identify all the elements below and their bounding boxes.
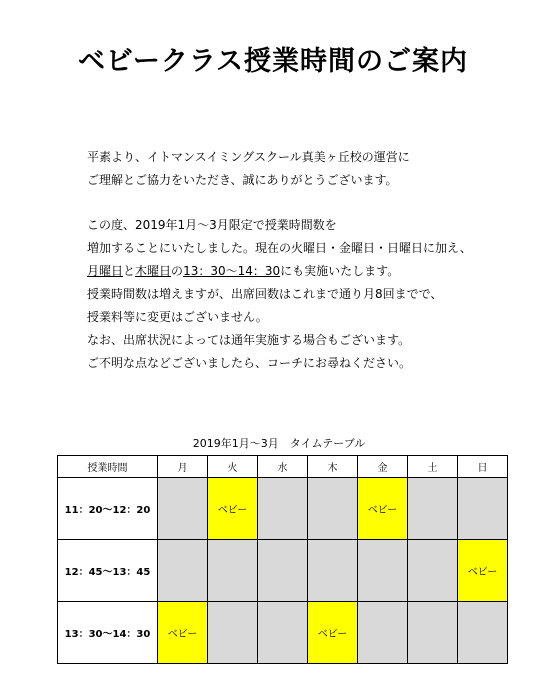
schedule-cell — [408, 602, 458, 664]
day-header-tue: 火 — [208, 456, 258, 478]
schedule-cell: ベビー — [158, 602, 208, 664]
schedule-cell — [208, 602, 258, 664]
notice-line: 授業料等に変更はございません。 — [87, 310, 268, 324]
notice-line: 平素より、イトマンスイミングスクール真美ヶ丘校の運営に — [87, 150, 410, 164]
day-header-fri: 金 — [358, 456, 408, 478]
time-slot-label: 12：45～13：45 — [58, 540, 158, 602]
notice-line: ご不明な点などございましたら、コーチにお尋ねください。 — [87, 356, 412, 370]
schedule-cell — [208, 540, 258, 602]
notice-line: ご理解とご協力をいただき、誠にありがとうございます。 — [87, 173, 398, 187]
paragraph-spacer — [87, 192, 527, 214]
schedule-cell — [158, 540, 208, 602]
particle-text: の — [171, 264, 184, 278]
schedule-cell — [458, 478, 508, 540]
notice-line: 増加することにいたしました。現在の火曜日・金曜日・日曜日に加え、 — [87, 241, 472, 255]
schedule-cell: ベビー — [358, 478, 408, 540]
schedule-cell — [358, 540, 408, 602]
day-header-sat: 土 — [408, 456, 458, 478]
thursday-text: 木曜日 — [135, 264, 172, 278]
schedule-cell: ベビー — [208, 478, 258, 540]
day-header-sun: 日 — [458, 456, 508, 478]
schedule-cell — [258, 540, 308, 602]
timetable-caption: 2019年1月～3月 タイムテーブル — [192, 437, 366, 450]
new-time-text: 13：30～14：30 — [183, 264, 281, 278]
schedule-cell — [408, 540, 458, 602]
day-header-thu: 木 — [308, 456, 358, 478]
timetable-header-row — [58, 456, 508, 478]
page-title: ベビークラス授業時間のご案内 — [77, 46, 469, 77]
day-header-wed: 水 — [258, 456, 308, 478]
notice-line: なお、出席状況によっては通年実施する場合もございます。 — [87, 333, 411, 347]
schedule-cell — [258, 478, 308, 540]
and-text: と — [123, 264, 136, 278]
table-row — [58, 478, 508, 540]
monday-text: 月曜日 — [87, 264, 124, 278]
notice-line: この度、2019年1月～3月限定で授業時間数を — [87, 218, 337, 232]
table-row — [58, 540, 508, 602]
schedule-cell — [258, 602, 308, 664]
schedule-cell: ベビー — [308, 602, 358, 664]
day-header-mon: 月 — [158, 456, 208, 478]
timetable — [57, 455, 508, 664]
table-row — [58, 602, 508, 664]
time-slot-label: 13：30～14：30 — [58, 602, 158, 664]
schedule-cell — [308, 540, 358, 602]
schedule-cell — [408, 478, 458, 540]
schedule-cell: ベビー — [458, 540, 508, 602]
notice-text — [87, 146, 527, 375]
schedule-cell — [158, 478, 208, 540]
notice-line-highlight — [87, 260, 527, 283]
schedule-cell — [308, 478, 358, 540]
notice-line: 授業時間数は増えますが、出席回数はこれまで通り月8回までで、 — [87, 287, 443, 301]
time-slot-label: 11：20～12：20 — [58, 478, 158, 540]
schedule-cell — [358, 602, 408, 664]
line-rest-text: にも実施いたします。 — [280, 264, 400, 278]
schedule-cell — [458, 602, 508, 664]
time-column-header: 授業時間 — [58, 456, 158, 478]
